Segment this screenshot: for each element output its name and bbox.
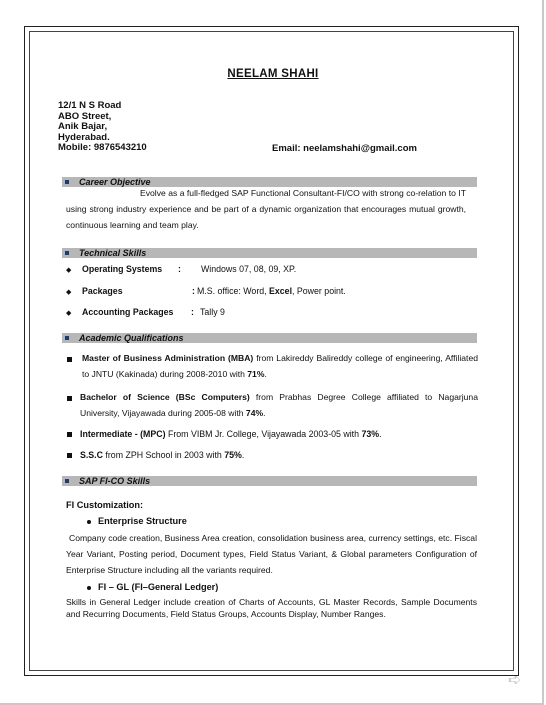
- round-bullet-icon: [87, 586, 91, 590]
- diamond-bullet-icon: ◆: [66, 289, 72, 296]
- qualification-item: S.S.C from ZPH School in 2003 with 75%.: [80, 450, 245, 460]
- skill-label: Accounting Packages: [82, 307, 174, 317]
- section-header-technical: Technical Skills: [62, 248, 477, 258]
- skill-label: Packages: [82, 286, 123, 296]
- round-bullet-icon: [87, 520, 91, 524]
- email-address: Email: neelamshahi@gmail.com: [272, 143, 417, 154]
- square-bullet-icon: [65, 180, 69, 184]
- address-line: 12/1 N S Road: [58, 100, 122, 111]
- section-header-sap: SAP FI-CO Skills: [62, 476, 477, 486]
- skill-row: Operating Systems: [82, 264, 163, 274]
- square-bullet-icon: [67, 396, 72, 401]
- next-page-arrow-icon[interactable]: ➪: [508, 672, 522, 689]
- enterprise-structure-text: Company code creation, Business Area creation, consolidation business area, currency settings, etc. Fiscal Year Variant, Posting period, Document types, Field Status Variant, & Global parameters Configuration of Enterprise Structure including all the variants required.: [66, 533, 477, 575]
- diamond-bullet-icon: ◆: [66, 267, 72, 274]
- skill-value: Windows 07, 08, 09, XP.: [201, 264, 297, 274]
- skill-value: M.S. office: Word, Excel, Power point.: [197, 286, 346, 296]
- fi-gl-heading: FI – GL (FI–General Ledger): [98, 582, 219, 592]
- address-line: Anik Bajar,: [58, 121, 108, 133]
- qualification-item: Bachelor of Science (BSc Computers) from Prabhas Degree College affiliated to Nagarjuna University, Vijayawada during 2005-08 with 74%.: [80, 392, 478, 418]
- candidate-name: NEELAM SHAHI: [227, 68, 319, 80]
- fi-gl-text: Skills in General Ledger include creation of Charts of Accounts, GL Master Records, Sample Documents and Recurring Documents, Field Status Groups, Accounts Display, Number Ranges.: [66, 597, 477, 619]
- section-header-career: Career Objective: [62, 177, 477, 187]
- address-line: Hyderabad.: [58, 131, 110, 143]
- address-line: ABO Street,: [58, 110, 112, 122]
- square-bullet-icon: [65, 336, 69, 340]
- qualification-item: Master of Business Administration (MBA) from Lakireddy Balireddy college of engineering, Affiliated to JNTU (Kakinada) during 2008-2010 with 71%.: [82, 353, 479, 379]
- diamond-bullet-icon: ◆: [66, 310, 72, 317]
- square-bullet-icon: [67, 357, 72, 362]
- address-block: [58, 101, 147, 154]
- square-bullet-icon: [67, 432, 72, 437]
- career-objective-text: Evolve as a full-fledged SAP Functional Consultant-FI/CO with strong co-relation to IT using strong industry experience and be part of a dynamic organization that encourages mutual growth, continuous learning and team play.: [66, 188, 466, 230]
- square-bullet-icon: [65, 251, 69, 255]
- section-header-academic: Academic Qualifications: [62, 333, 477, 343]
- skill-separator: :: [191, 307, 194, 317]
- qualification-item: Intermediate - (MPC) From VIBM Jr. College, Vijayawada 2003-05 with 73%.: [80, 429, 382, 439]
- skill-value: Tally 9: [200, 307, 225, 317]
- square-bullet-icon: [67, 453, 72, 458]
- fi-customization-heading: FI Customization:: [66, 500, 144, 510]
- square-bullet-icon: [65, 479, 69, 483]
- mobile-number: Mobile: 9876543210: [58, 142, 147, 154]
- skill-separator: :: [192, 286, 195, 296]
- enterprise-structure-heading: Enterprise Structure: [98, 516, 187, 526]
- skill-separator: :: [178, 264, 181, 274]
